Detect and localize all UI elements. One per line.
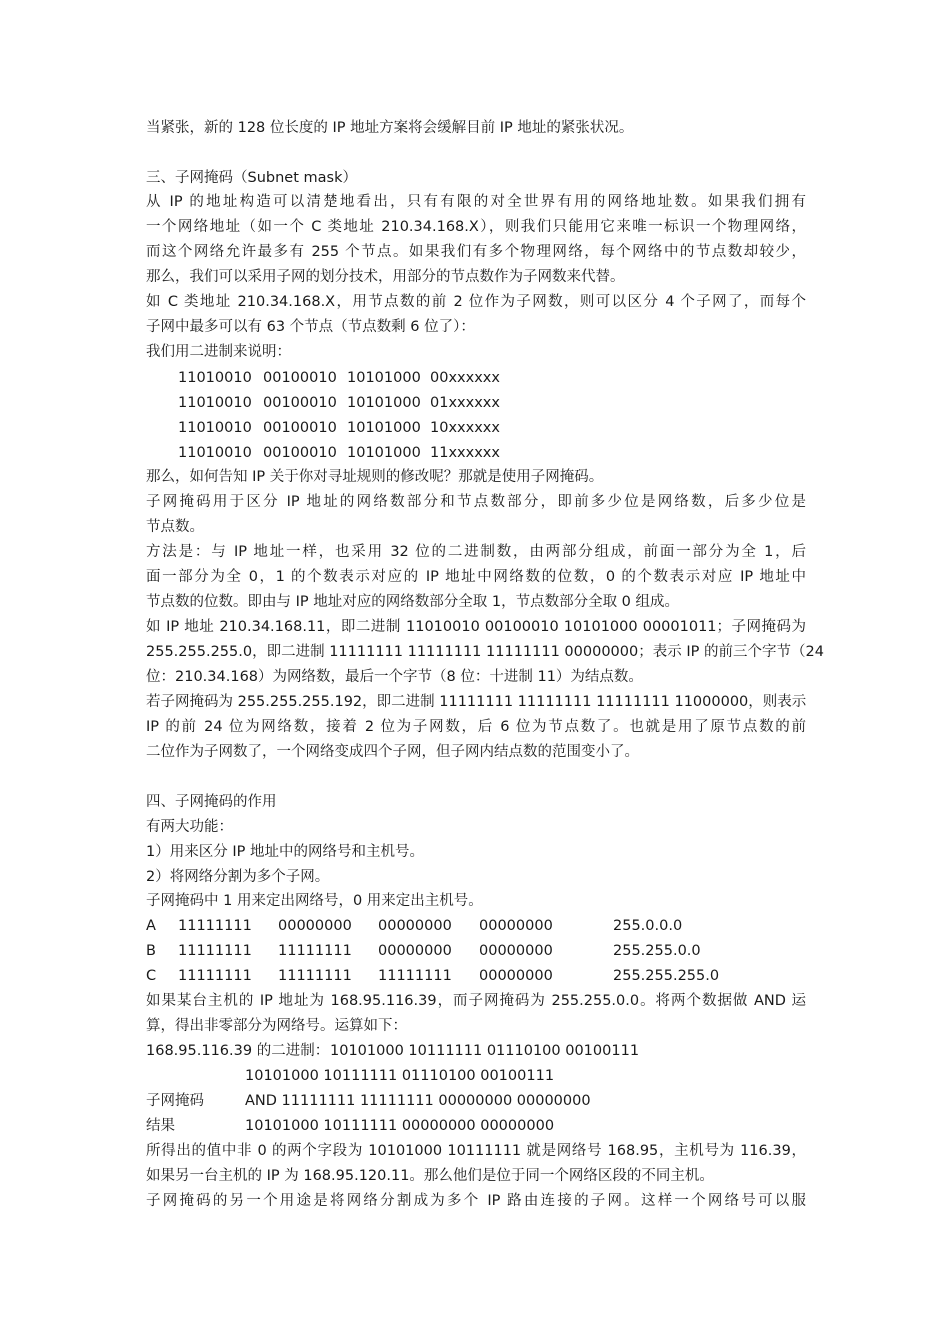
paragraph-line: 有两大功能：	[146, 819, 233, 835]
paragraph-line: 而这个网络允许最多有 255 个节点。如果我们有多个物理网络，每个网络中的节点数却较少，	[146, 244, 806, 260]
list-item: 2）将网络分割为多个子网。	[146, 869, 330, 885]
paragraph-line: 我们用二进制来说明：	[146, 344, 291, 360]
paragraph-line: 如 IP 地址 210.34.168.11，即二进制 11010010 00100010 10101000 00001011；子网掩码为	[146, 619, 806, 635]
paragraph-line: 那么，我们可以采用子网的划分技术，用部分的节点数作为子网数来代替。	[146, 269, 625, 285]
paragraph-line: 节点数。	[146, 519, 204, 535]
list-item: 1）用来区分 IP 地址中的网络号和主机号。	[146, 844, 424, 860]
paragraph-line: 子网掩码的另一个用途是将网络分割成为多个 IP 路由连接的子网。这样一个网络号可以服	[146, 1193, 806, 1209]
paragraph-line: 子网中最多可以有 63 个节点（节点数剩 6 位了）：	[146, 319, 475, 335]
paragraph-line: 节点数的位数。即由与 IP 地址对应的网络数部分全取 1，节点数部分全取 0 组成。	[146, 594, 680, 610]
paragraph-line: 如果某台主机的 IP 地址为 168.95.116.39，而子网掩码为 255.255.0.0。将两个数据做 AND 运	[146, 993, 806, 1009]
paragraph-line: 子网掩码中 1 用来定出网络号，0 用来定出主机号。	[146, 893, 483, 909]
paragraph-line: 如果另一台主机的 IP 为 168.95.120.11。那么他们是位于同一个网络区段的不同主机。	[146, 1168, 714, 1184]
paragraph-line: 当紧张，新的 128 位长度的 IP 地址方案将会缓解目前 IP 地址的紧张状况。	[146, 120, 634, 136]
paragraph-line: 若子网掩码为 255.255.255.192，即二进制 11111111 11111111 11111111 11000000，则表示	[146, 694, 807, 710]
paragraph-line: 一个网络地址（如一个 C 类地址 210.34.168.X），则我们只能用它来唯一标识一个物理网络，	[146, 219, 806, 235]
section-heading-subnet-mask-usage: 四、子网掩码的作用	[146, 794, 277, 810]
paragraph-line: 二位作为子网数了，一个网络变成四个子网，但子网内结点数的范围变小了。	[146, 744, 639, 760]
paragraph-line: 所得出的值中非 0 的两个字段为 10101000 10111111 就是网络号 168.95，主机号为 116.39，	[146, 1143, 806, 1159]
paragraph-line: 面一部分为全 0，1 的个数表示对应的 IP 地址中网络数的位数，0 的个数表示对应 IP 地址中	[146, 569, 806, 585]
paragraph-line: 如 C 类地址 210.34.168.X，用节点数的前 2 位作为子网数，则可以区分 4 个子网了，而每个	[146, 294, 806, 310]
paragraph-line: IP 的前 24 位为网络数，接着 2 位为子网数，后 6 位为节点数了。也就是用了原节点数的前	[146, 719, 806, 735]
paragraph-line: 那么，如何告知 IP 关于你对寻址规则的修改呢？那就是使用子网掩码。	[146, 469, 604, 485]
document-page: 当紧张，新的 128 位长度的 IP 地址方案将会缓解目前 IP 地址的紧张状况。 三、子网掩码（Subnet mask） 从 IP 的地址构造可以清楚地看出，只有有限的对全世界有用的网络地址数。如果我们拥有 一个网络地址（如一个 C 类地址 210.34.168.X），则我们只能用它来唯一标识一个物理网络， 而这个网络允许最多有 255 个节点。如果我们有多个物理网络，每个网络中的节点数却较少， 那么，我们可以采用子网的划分技术，用部分的节点数作为子网数来代替。 如 C 类地址 210.34.168.X，用节点数的前 2 位作为子网数，则可以区分 4 个子网了，而每个 子网中最多可以有 63 个节点（节点数剩 6 位了）： 我们用二进制来说明： 11010010 00100010 10101000 00xxxxxx 11010010 00100010 10101000 01xxxxxx 11010010 00100010 10101000 10xxxxxx 11010010 00100010 10101000 11xxxxxx 那么，如何告知 IP 关于你对寻址规则的修改呢？那就是使用子网掩码。 子网掩码用于区分 IP 地址的网络数部分和节点数部分，即前多少位是网络数，后多少位是 节点数。 方法是：与 IP 地址一样，也采用 32 位的二进制数，由两部分组成，前面一部分为全 1，后 面一部分为全 0，1 的个数表示对应的 IP 地址中网络数的位数，0 的个数表示对应 IP 地址中 节点数的位数。即由与 IP 地址对应的网络数部分全取 1，节点数部分全取 0 组成。 如 IP 地址 210.34.168.11，即二进制 11010010 00100010 10101000 00001011；子网掩码为 255.255.255.0，即二进制 11111111 11111111 11111111 00000000；表示 IP 的前三个字节（24 位：210.34.168）为网络数，最后一个字节（8 位：十进制 11）为结点数。 若子网掩码为 255.255.255.192，即二进制 11111111 11111111 11111111 11000000，则表示 IP 的前 24 位为网络数，接着 2 位为子网数，后 6 位为节点数了。也就是用了原节点数的前 二位作为子网数了，一个网络变成四个子网，但子网内结点数的范围变小了。 四、子网掩码的作用 有两大功能： 1）用来区分 IP 地址中的网络号和主机号。 2）将网络分割为多个子网。 子网掩码中 1 用来定出网络号，0 用来定出主机号。 A 11111111 00000000 00000000 00000000 255.0.0.0 B 11111111 11111111 00000000 00000000 255.255.0.0 C 11111111 11111111 11111111 00000000 255.255.255.0 如果某台主机的 IP 地址为 168.95.116.39，而子网掩码为 255.255.0.0。将两个数据做 AND 运 算，得出非零部分为网络号。运算如下： 168.95.116.39 的二进制： 10101000 10111111 01110100 00100111 10101000 10111111 01110100 00100111 子网掩码 AND 11111111 11111111 00000000 00000000 结果 10101000 10111111 00000000 00000000 所得出的值中非 0 的两个字段为 10101000 10111111 就是网络号 168.95，主机号为 116.39， 如果另一台主机的 IP 为 168.95.120.11。那么他们是位于同一个网络区段的不同主机。 子网掩码的另一个用途是将网络分割成为多个 IP 路由连接的子网。这样一个网络号可以服	[0, 0, 950, 1344]
paragraph-line: 算，得出非零部分为网络号。运算如下：	[146, 1018, 407, 1034]
paragraph-line: 从 IP 的地址构造可以清楚地看出，只有有限的对全世界有用的网络地址数。如果我们拥有	[146, 194, 806, 210]
paragraph-line: 子网掩码用于区分 IP 地址的网络数部分和节点数部分，即前多少位是网络数，后多少位是	[146, 494, 806, 510]
paragraph-line: 方法是：与 IP 地址一样，也采用 32 位的二进制数，由两部分组成，前面一部分为全 1，后	[146, 544, 806, 560]
paragraph-line: 位：210.34.168）为网络数，最后一个字节（8 位：十进制 11）为结点数。	[146, 669, 643, 685]
paragraph-line: 255.255.255.0，即二进制 11111111 11111111 11111111 00000000；表示 IP 的前三个字节（24	[146, 644, 824, 660]
section-heading-subnet-mask: 三、子网掩码（Subnet mask）	[146, 170, 357, 186]
